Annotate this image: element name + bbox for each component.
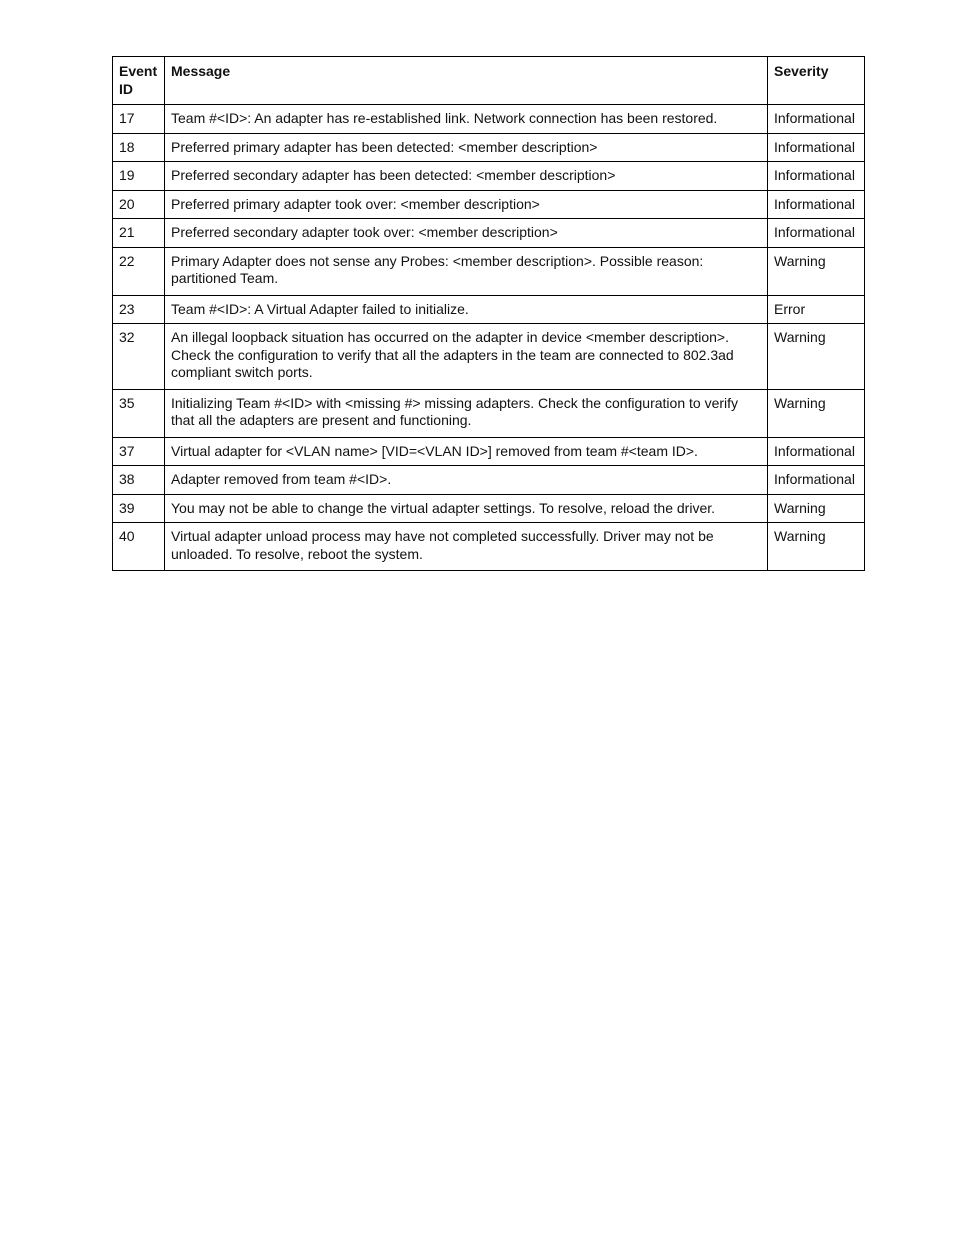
cell-severity: Informational [768,437,865,466]
cell-severity: Warning [768,523,865,571]
cell-severity: Informational [768,133,865,162]
cell-message: Preferred secondary adapter took over: <member description> [165,219,768,248]
cell-message: Preferred primary adapter took over: <member description> [165,190,768,219]
table-row [113,105,865,134]
header-severity: Severity [768,57,865,105]
table-row [113,133,865,162]
table-row [113,219,865,248]
cell-message: An illegal loopback situation has occurred on the adapter in device <member description>. Check the configuration to verify that all the adapters in the team are connected to 802.3ad compliant switch ports. [165,324,768,390]
cell-message: Team #<ID>: An adapter has re-established link. Network connection has been restored. [165,105,768,134]
cell-message: Team #<ID>: A Virtual Adapter failed to initialize. [165,295,768,324]
cell-severity: Informational [768,466,865,495]
table-row [113,324,865,390]
cell-severity: Informational [768,162,865,191]
cell-message: Virtual adapter unload process may have not completed successfully. Driver may not be unloaded. To resolve, reboot the system. [165,523,768,571]
cell-event-id: 17 [113,105,165,134]
cell-message: Preferred primary adapter has been detected: <member description> [165,133,768,162]
header-event-id: Event ID [113,57,165,105]
cell-message: Initializing Team #<ID> with <missing #> missing adapters. Check the configuration to verify that all the adapters are present and functioning. [165,389,768,437]
table-row [113,437,865,466]
cell-event-id: 32 [113,324,165,390]
cell-event-id: 21 [113,219,165,248]
cell-severity: Error [768,295,865,324]
cell-event-id: 38 [113,466,165,495]
cell-message: You may not be able to change the virtual adapter settings. To resolve, reload the driver. [165,494,768,523]
cell-severity: Informational [768,105,865,134]
cell-severity: Warning [768,324,865,390]
cell-event-id: 22 [113,247,165,295]
cell-event-id: 19 [113,162,165,191]
cell-message: Preferred secondary adapter has been detected: <member description> [165,162,768,191]
header-message: Message [165,57,768,105]
cell-event-id: 40 [113,523,165,571]
event-log-table [112,56,865,571]
table-row [113,466,865,495]
table-row [113,162,865,191]
table-row [113,389,865,437]
cell-severity: Informational [768,190,865,219]
cell-event-id: 18 [113,133,165,162]
cell-severity: Warning [768,389,865,437]
cell-message: Virtual adapter for <VLAN name> [VID=<VLAN ID>] removed from team #<team ID>. [165,437,768,466]
cell-message: Adapter removed from team #<ID>. [165,466,768,495]
cell-event-id: 23 [113,295,165,324]
table-row [113,295,865,324]
table-header-row [113,57,865,105]
cell-event-id: 37 [113,437,165,466]
cell-event-id: 39 [113,494,165,523]
cell-event-id: 35 [113,389,165,437]
table-row [113,523,865,571]
cell-severity: Warning [768,247,865,295]
cell-event-id: 20 [113,190,165,219]
cell-severity: Informational [768,219,865,248]
cell-severity: Warning [768,494,865,523]
cell-message: Primary Adapter does not sense any Probes: <member description>. Possible reason: partitioned Team. [165,247,768,295]
table-row [113,190,865,219]
table-row [113,247,865,295]
table-row [113,494,865,523]
